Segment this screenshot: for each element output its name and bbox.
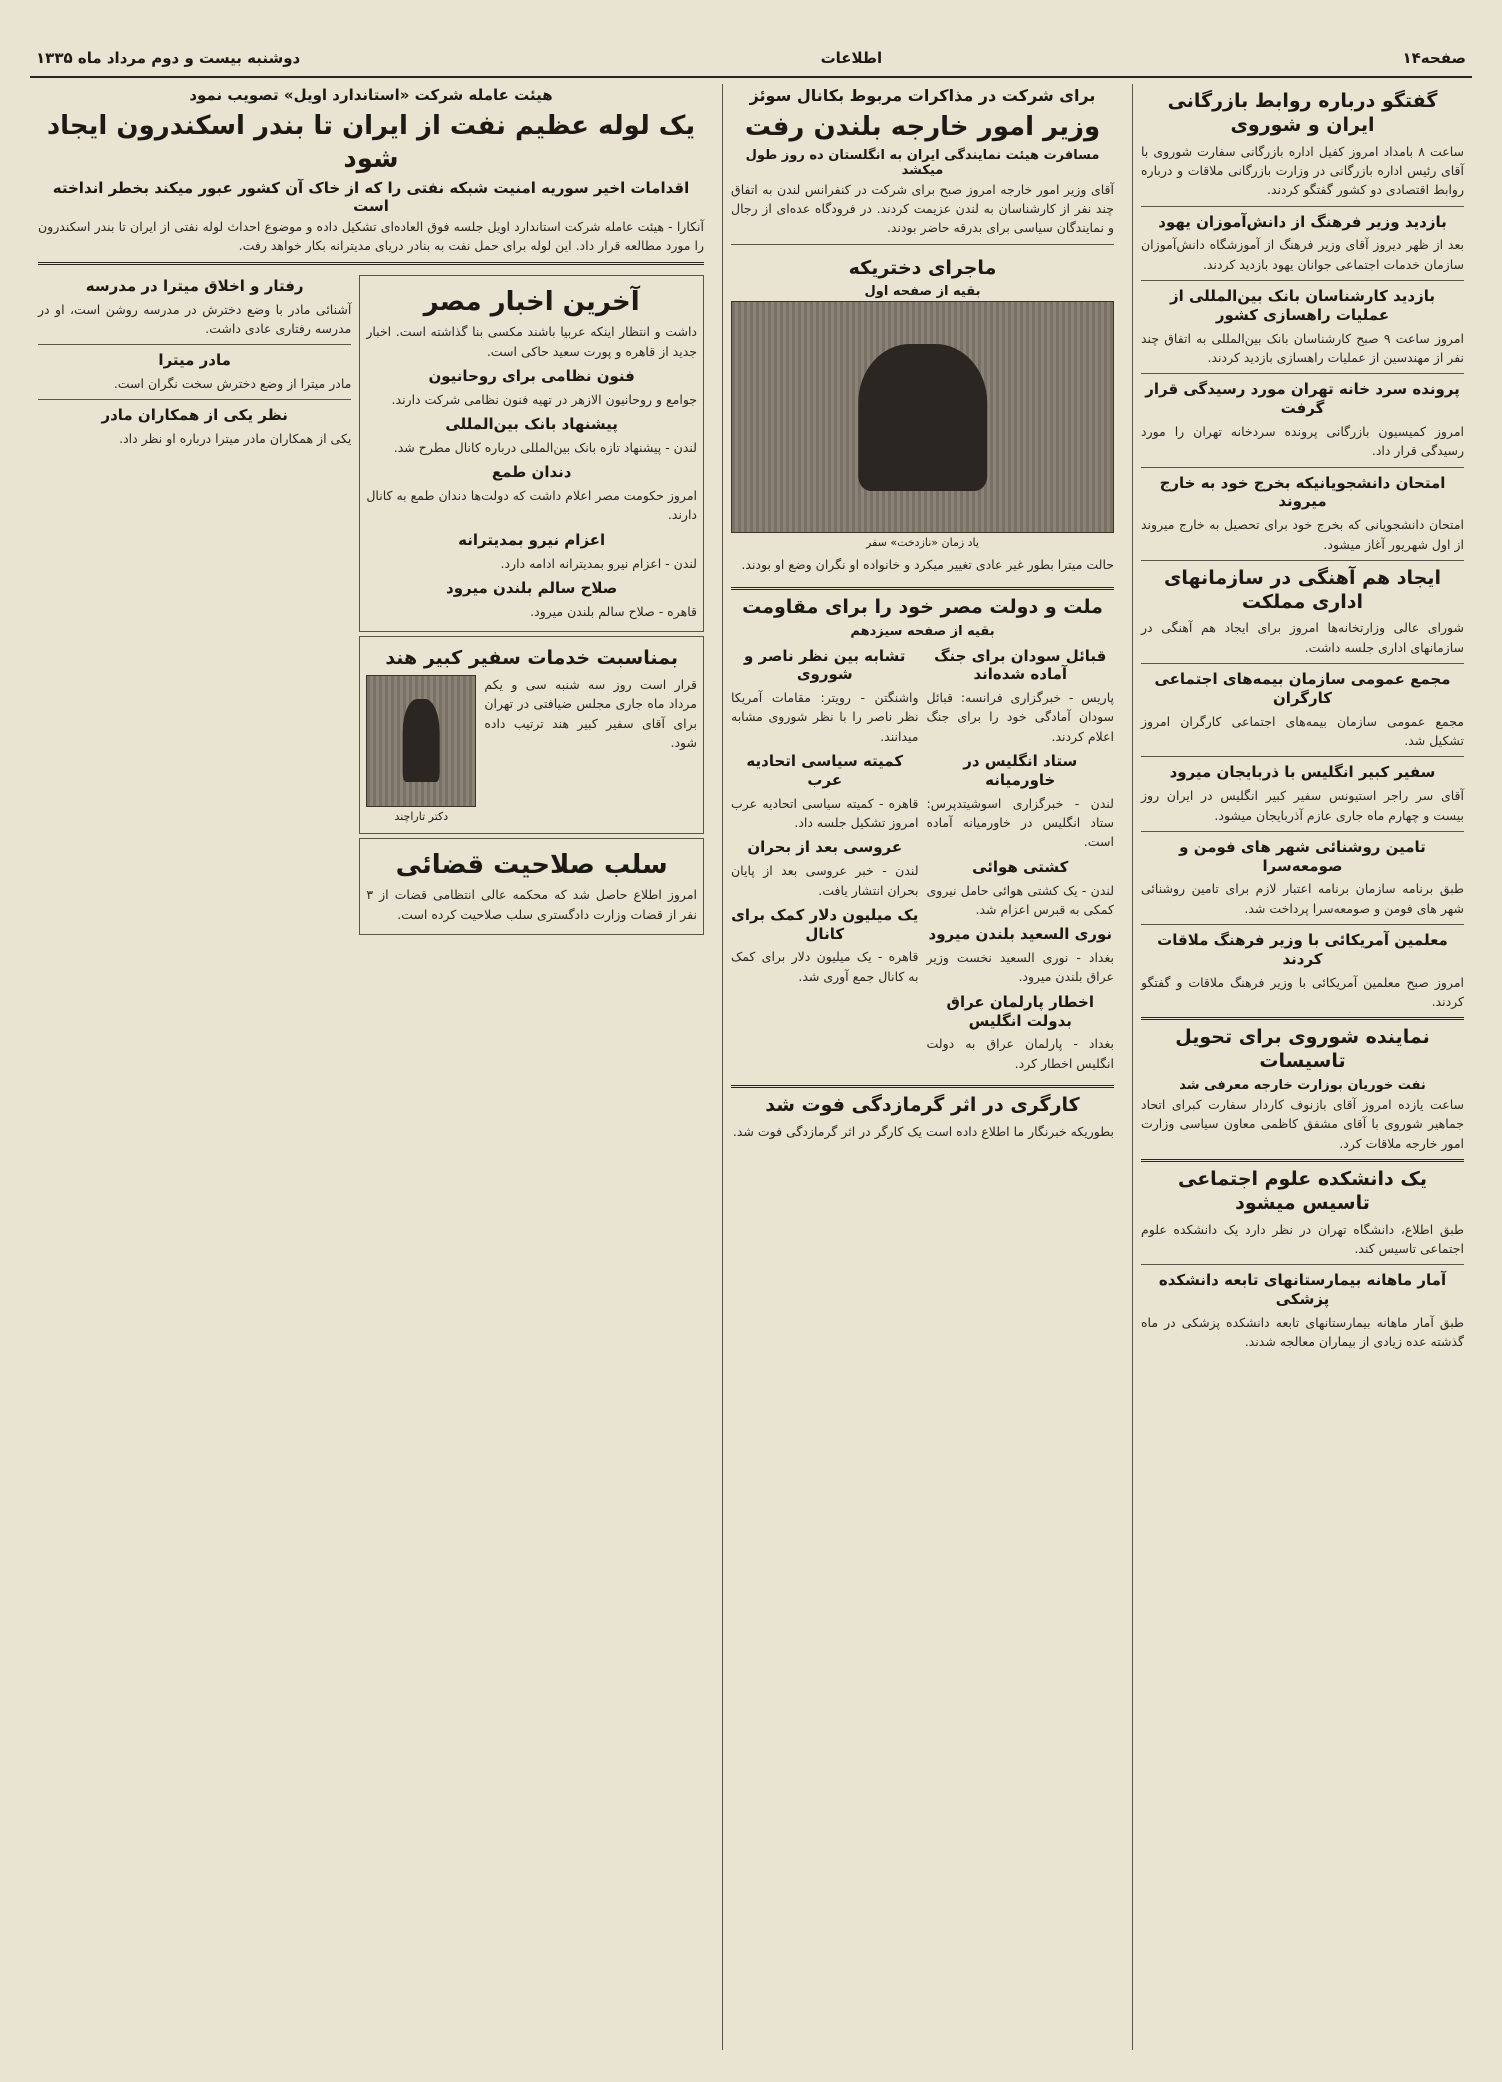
headline: نوری السعید بلندن میرود — [928, 925, 1112, 944]
article-body: امروز حکومت مصر اعلام داشت که دولت‌ها دندان طمع به کانال دارند. — [366, 488, 697, 523]
headline: بازدید کارشناسان بانک بین‌المللی از عملیات راهسازی کشور — [1169, 287, 1435, 324]
article-body: امروز اطلاع حاصل شد که محکمه عالی انتظامی قضات از ۳ نفر از قضات وزارت دادگستری سلب صلاحیت کرده است. — [366, 887, 697, 922]
headline: دندان طمع — [491, 463, 572, 482]
divider — [1141, 1159, 1464, 1162]
article-body: لندن - اعزام نیرو بمدیترانه ادامه دارد. — [500, 555, 697, 571]
article-body: پاریس - خبرگزاری فرانسه: قبائل سودان آمادگی خود را برای جنگ اعلام کردند. — [926, 690, 1114, 744]
divider — [1141, 467, 1464, 468]
paper-name: اطلاعات — [820, 49, 883, 67]
ambassador-portrait — [366, 675, 476, 807]
divider — [1141, 1017, 1464, 1020]
headline: قبائل سودان برای جنگ آماده شده‌اند — [934, 646, 1107, 684]
article-body: مادر میترا از وضع دخترش سخت نگران است. — [113, 376, 352, 391]
headline: معلمین آمریکائی با وزیر فرهنگ ملاقات کردند — [1157, 931, 1448, 968]
divider — [1141, 663, 1464, 664]
headline: یک دانشکده علوم اجتماعی تاسیس میشود — [1177, 1168, 1427, 1214]
divider — [38, 262, 704, 265]
headline: کشتی هوائی — [972, 857, 1069, 876]
article-body: آنکارا - هیئت عامله شرکت استاندارد اویل جلسه فوق العاده‌ای تشکیل داده و موضوع احداث لوله نفتی از ایران تا بندر اسکندرون را مورد مطالعه قرار داد. این لوله برای حمل نفت به بنادر دریای مدیترانه بکار خواهد رفت. — [38, 219, 704, 254]
article-body: لندن - خبر عروسی بعد از پایان بحران انتشار یافت. — [731, 863, 919, 898]
article-body: طبق آمار ماهانه بیمارستانهای تابعه دانشکده پزشکی در ماه گذشته عده زیادی از بیماران معالجه شدند. — [1141, 1314, 1464, 1350]
article-body: بغداد - نوری السعید نخست وزیر عراق بلندن میرود. — [926, 950, 1114, 985]
article-body: شورای عالی وزارتخانه‌ها امروز برای ایجاد هم آهنگی در سازمانهای اداری جلسه داشت. — [1141, 620, 1464, 655]
lead-headline: یک لوله عظیم نفت از ایران تا بندر اسکندرون ایجاد شود — [46, 111, 696, 174]
column-middle — [722, 84, 1122, 2050]
headline: سلب صلاحیت قضائی — [395, 849, 668, 880]
divider — [38, 344, 351, 345]
page-number: صفحه۱۴ — [1402, 49, 1466, 67]
divider — [1141, 831, 1464, 832]
headline: رفتار و اخلاق میترا در مدرسه — [85, 276, 304, 295]
article-body: داشت و انتظار اینکه عربیا باشند مکسی بنا گذاشته است. اخبار جدید از قاهره و پورت سعید حاکی است. — [366, 324, 697, 359]
headline: ستاد انگلیس در خاورمیانه — [963, 752, 1078, 789]
sub-articles — [731, 641, 1114, 1080]
article-body: ساعت ۸ بامداد امروز کفیل اداره بازرگانی سفارت شوروی با آقای رئیس اداره بازرگانی در وزارت بازرگانی ملاقات و درباره روابط اقتصادی دو کشور گفتگو کردند. — [1141, 143, 1464, 198]
column-left — [30, 84, 712, 2050]
egypt-news-box — [359, 275, 704, 632]
headline: یک میلیون دلار کمک برای کانال — [731, 905, 919, 943]
headline: مجمع عمومی سازمان بیمه‌های اجتماعی کارگران — [1154, 670, 1451, 707]
lead-headline: وزیر امور خارجه بلندن رفت — [744, 112, 1101, 142]
article-body: ساعت یازده امروز آقای بازنوف کاردار سفارت کبرای اتحاد جماهیر شوروی با آقای مشفق کاظمی معاون سیاسی وزارت امور خارجه ملاقات کرد. — [1141, 1096, 1464, 1151]
divider — [38, 399, 351, 400]
headline: نظر یکی از همکاران مادر — [101, 406, 288, 425]
divider — [1141, 206, 1464, 207]
divider — [1141, 1264, 1464, 1265]
divider — [731, 1085, 1114, 1088]
article-body: مجمع عمومی سازمان بیمه‌های اجتماعی کارگران امروز تشکیل شد. — [1141, 713, 1464, 748]
article-body: واشنگتن - رویتر: مقامات آمریکا نظر ناصر را با نظر شوروی مشابه میدانند. — [731, 690, 919, 744]
article-body: بطوریکه خبرنگار ما اطلاع داده است یک کارگر در اثر گرمازدگی فوت شد. — [732, 1123, 1114, 1139]
headline: آمار ماهانه بیمارستانهای تابعه دانشکده پزشکی — [1158, 1271, 1447, 1308]
headline: بمناسبت خدمات سفیر کبیر هند — [385, 647, 678, 669]
headline: کمیته سیاسی اتحادیه عرب — [746, 752, 904, 789]
article-body: یکی از همکاران مادر میترا درباره او نظر داد. — [119, 431, 352, 447]
article-body: امروز کمیسیون بازرگانی پرونده سردخانه تهران را مورد رسیدگی قرار داد. — [1141, 423, 1464, 459]
article-body: بعد از ظهر دیروز آقای وزیر فرهنگ از آموزشگاه دانش‌آموزان سازمان خدمات اجتماعی جوانان یهود بازدید کردند. — [1141, 237, 1464, 272]
article-body: آقای وزیر امور خارجه امروز صبح برای شرکت در کنفرانس لندن به اتفاق چند نفر از کارشناسان به لندن عزیمت کردند. در فرودگاه عده‌ای از رجال و نمایندگان سیاسی برای بدرقه حاضر بودند. — [731, 181, 1114, 236]
article-body: قاهره - صلاح سالم بلندن میرود. — [530, 603, 697, 619]
subheadline: بقیه از صفحه اول — [864, 284, 981, 300]
headline: پیشنهاد بانک بین‌المللی — [445, 415, 618, 434]
headline: سفیر کبیر انگلیس با ذربایجان میرود — [1169, 763, 1436, 782]
photo-girl-bicycle — [731, 301, 1114, 533]
article-body: امروز ساعت ۹ صبح کارشناسان بانک بین‌المللی به اتفاق چند نفر از مهندسین از عملیات راهسازی بازدید کردند. — [1141, 330, 1464, 365]
photo-caption: دکتر تاراچند — [394, 809, 449, 823]
headline: اخطار پارلمان عراق بدولت انگلیس — [946, 992, 1094, 1030]
photo-story — [731, 251, 1114, 581]
article-body: امروز صبح معلمین آمریکائی با وزیر فرهنگ ملاقات و گفتگو کردند. — [1141, 974, 1464, 1009]
divider — [731, 587, 1114, 590]
column-right — [1132, 84, 1472, 2050]
headline: صلاح سالم بلندن میرود — [446, 578, 618, 597]
photo-caption: یاد زمان «نازدخت» سفر — [866, 536, 979, 550]
headline: نماینده شوروی برای تحویل تاسیسات — [1175, 1026, 1430, 1073]
headline: فنون نظامی برای روحانیون — [428, 367, 635, 385]
lower-left-block — [38, 271, 704, 939]
subheadline: بقیه از صفحه سیزدهم — [850, 623, 995, 639]
divider — [1141, 924, 1464, 925]
article-body: امتحان دانشجویانی که بخرج خود برای تحصیل به خارج میروند از اول شهریور آغاز میشود. — [1141, 517, 1464, 552]
headline: ماجرای دختریکه — [848, 256, 997, 279]
article-body: بغداد - پارلمان عراق به دولت انگلیس اخطار کرد. — [926, 1036, 1114, 1071]
article-body: قاهره - کمیته سیاسی اتحادیه عرب امروز تشکیل جلسه داد. — [731, 795, 919, 830]
article-body: قاهره - یک میلیون دلار برای کمک به کانال جمع آوری شد. — [731, 949, 919, 984]
subheadline: نفت خوریان بوزارت خارجه معرفی شد — [1179, 1077, 1426, 1093]
divider — [1141, 560, 1464, 561]
headline: امتحان دانشجویانیکه بخرج خود به خارج میروند — [1159, 473, 1446, 511]
kicker: برای شرکت در مذاکرات مربوط بکانال سوئز — [749, 86, 1096, 105]
headline: کارگری در اثر گرمازدگی فوت شد — [765, 1094, 1080, 1116]
headline: اعزام نیرو بمدیترانه — [458, 530, 606, 549]
headline: تشابه بین نظر ناصر و شوروی — [744, 646, 906, 684]
article-body: جوامع و روحانیون الازهر در تهیه فنون نظامی شرکت دارند. — [391, 391, 697, 407]
article-body: طبق اطلاع، دانشگاه تهران در نظر دارد یک دانشکده علوم اجتماعی تاسیس کند. — [1141, 1221, 1464, 1256]
divider — [1141, 373, 1464, 374]
subheadline: مسافرت هیئت نمایندگی ایران به انگلستان ده روز طول میکشد — [745, 147, 1100, 178]
headline: بازدید وزیر فرهنگ از دانش‌آموزان یهود — [1158, 212, 1447, 231]
masthead — [30, 40, 1472, 78]
kicker: هیئت عامله شرکت «استاندارد اویل» تصویب نمود — [189, 86, 553, 104]
divider — [1141, 280, 1464, 281]
article-body: لندن - پیشنهاد تازه بانک بین‌المللی درباره کانال مطرح شد. — [393, 439, 697, 455]
divider — [731, 244, 1114, 245]
newspaper-page — [30, 40, 1472, 2050]
article-body: طبق برنامه سازمان برنامه اعتبار لازم برای تامین روشنائی شهر های فومن و صومعه‌سرا پرداخت شد. — [1141, 881, 1464, 916]
headline: آخرین اخبار مصر — [423, 286, 640, 317]
article-body: لندن - یک کشتی هوائی حامل نیروی کمکی به قبرس اعزام شد. — [926, 882, 1114, 917]
article-body: آقای سر راجر استیونس سفیر کبیر انگلیس در ایران روز بیست و چهارم ماه جاری عازم آذربایجان میشود. — [1141, 788, 1464, 823]
divider — [1141, 756, 1464, 757]
headline: ملت و دولت مصر خود را برای مقاومت — [742, 595, 1103, 618]
issue-date: دوشنبه بیست و دوم مرداد ماه ۱۳۳۵ — [36, 49, 301, 67]
headline: عروسی بعد از بحران — [747, 838, 903, 857]
subheadline: اقدامات اخیر سوریه امنیت شبکه نفتی را که از خاک آن کشور عبور میکند بخطر انداخته است — [52, 179, 690, 215]
headline: پرونده سرد خانه تهران مورد رسیدگی قرار گرفت — [1145, 380, 1460, 418]
article-body: آشنائی مادر با وضع دخترش در مدرسه روشن است، او در مدرسه رفتاری عادی داشت. — [38, 301, 352, 336]
headline: مادر میترا — [158, 351, 231, 370]
article-body: قرار است روز سه شنبه سی و یکم مرداد ماه جاری مجلس ضیافتی در تهران برای آقای سفیر کبیر هند ترتیب داده شود. — [484, 676, 697, 750]
jurisdiction-box — [359, 838, 704, 935]
headline: تامین روشنائی شهر های فومن و صومعه‌سرا — [1179, 837, 1426, 875]
headline: گفتگو درباره روابط بازرگانی ایران و شوروی — [1167, 90, 1438, 136]
article-body: حالت میترا بطور غیر عادی تغییر میکرد و خانواده او نگران وضع او بودند. — [741, 557, 1114, 573]
article-body: لندن - خبرگزاری اسوشیتدپرس: ستاد انگلیس در خاورمیانه آماده است. — [926, 795, 1114, 850]
ambassador-box — [359, 636, 704, 834]
headline: ایجاد هم آهنگی در سازمانهای اداری مملکت — [1163, 566, 1442, 613]
